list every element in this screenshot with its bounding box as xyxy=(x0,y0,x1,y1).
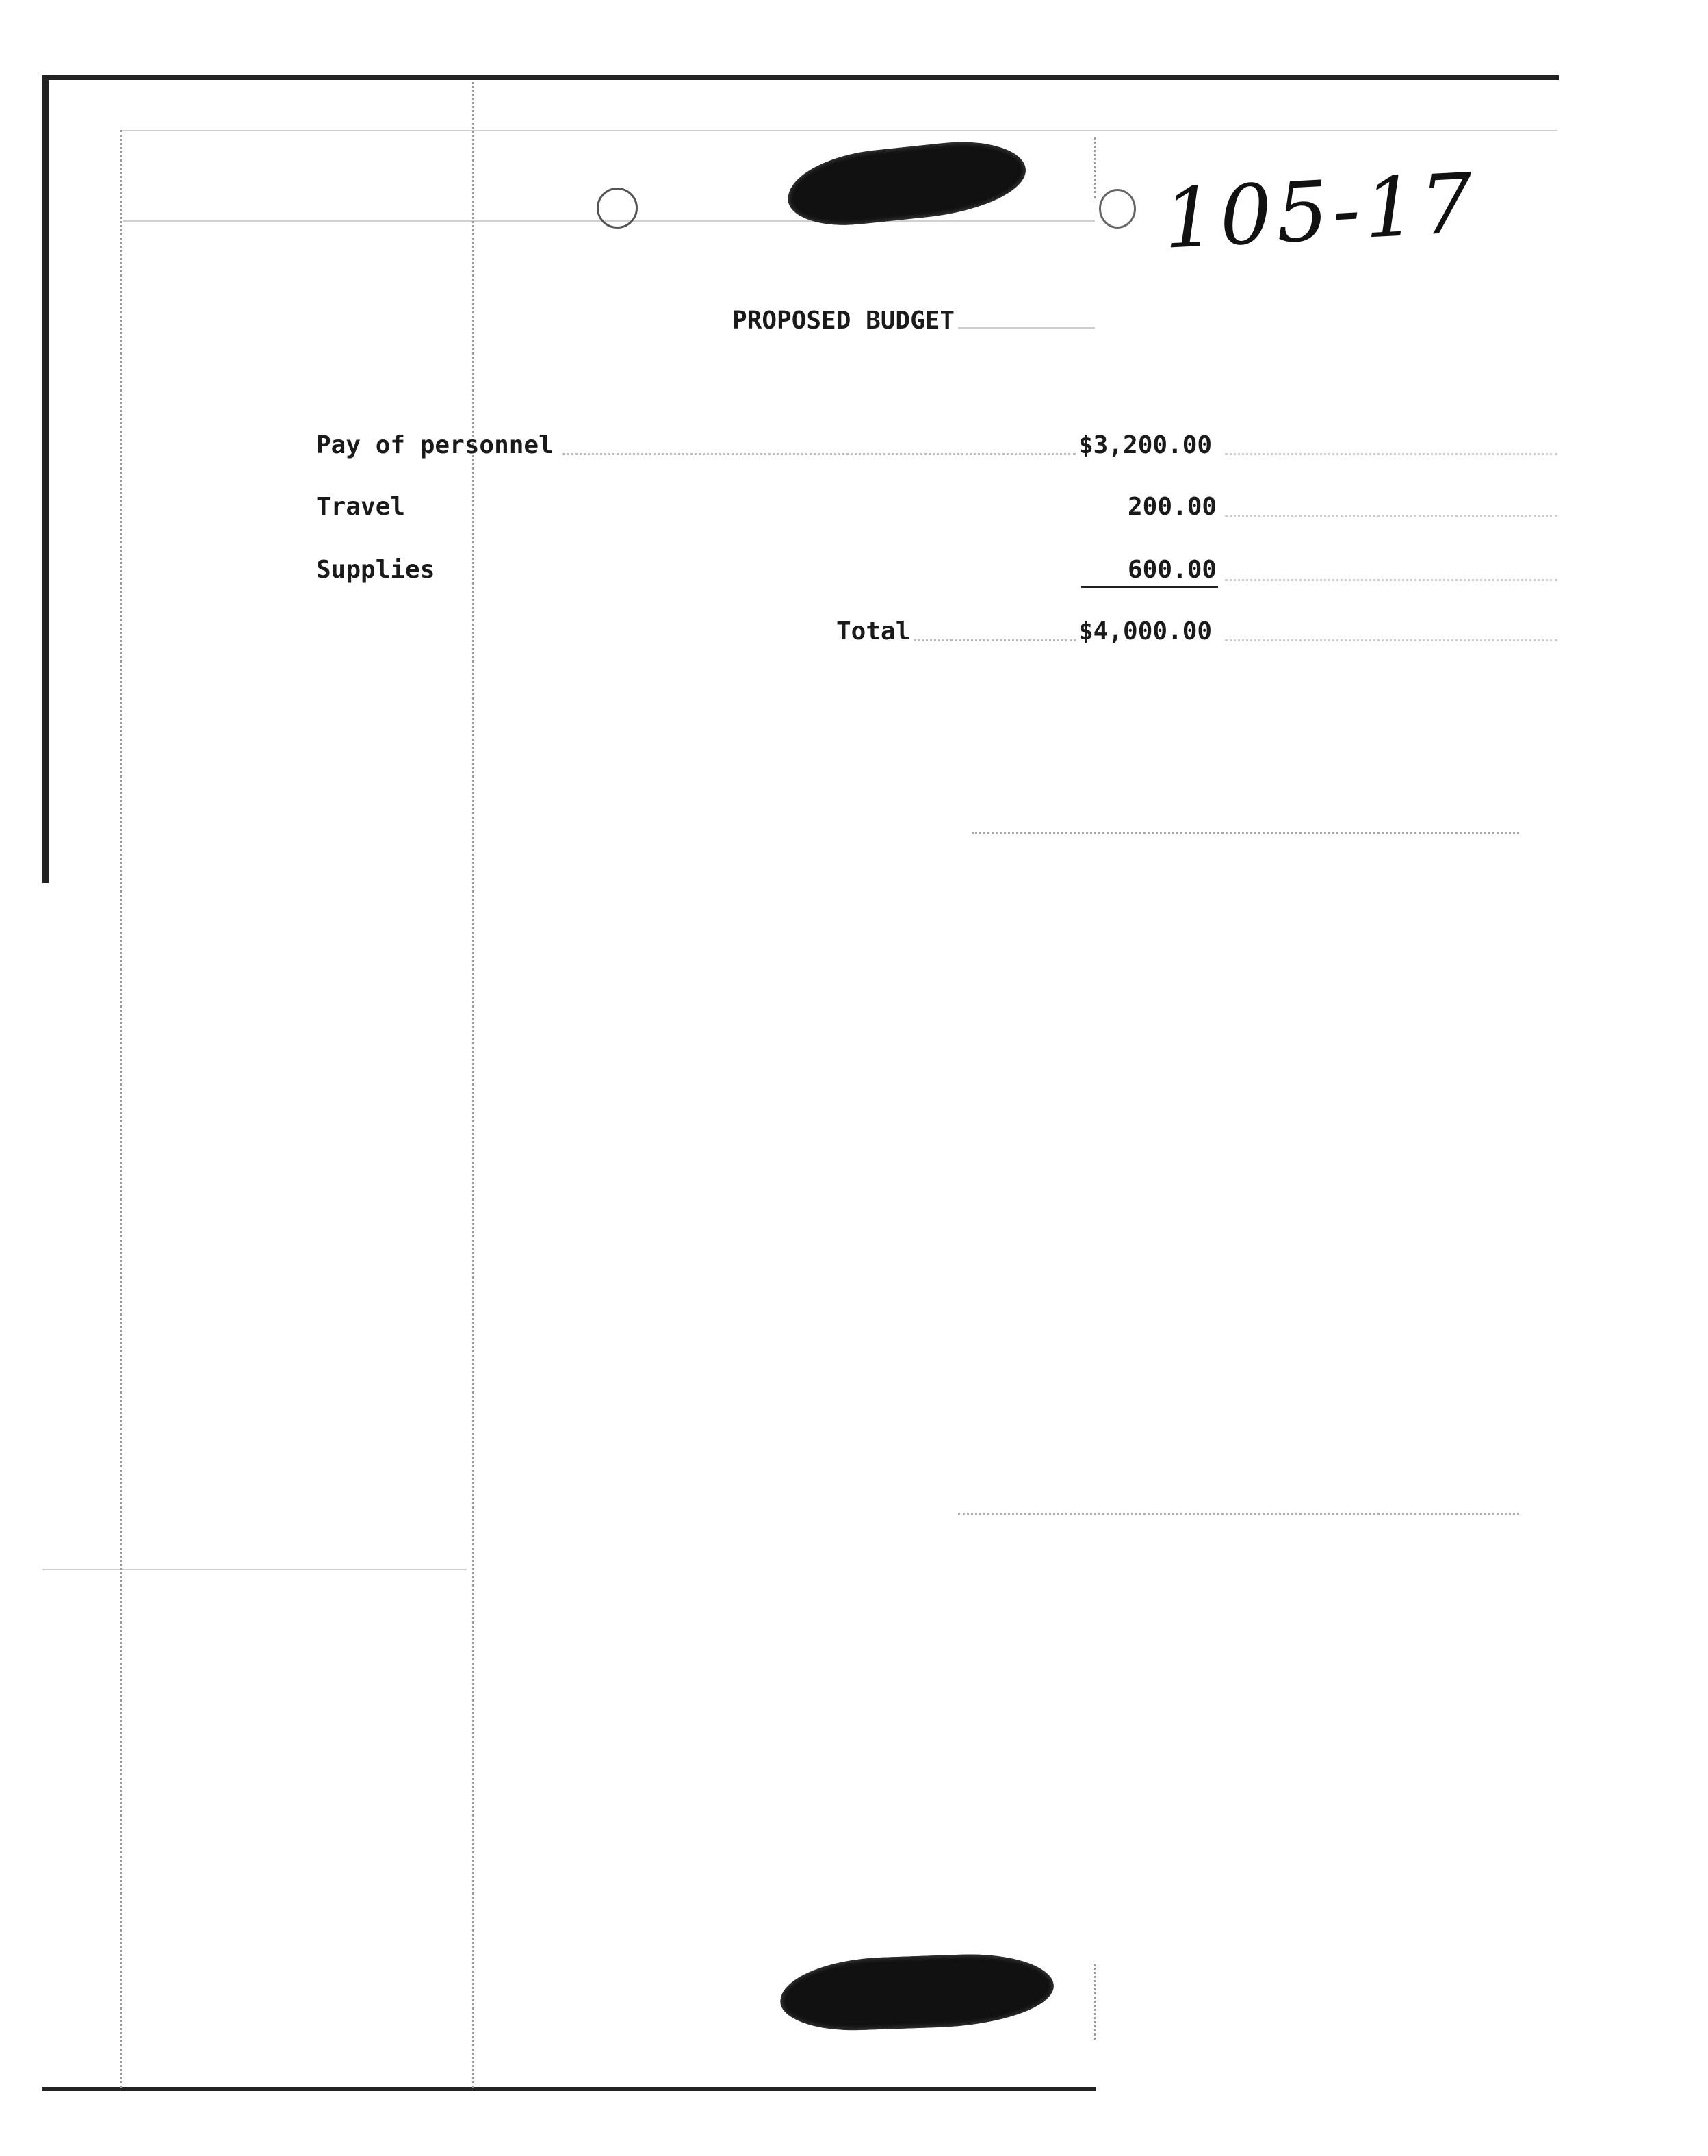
line-item-amount-supplies: 600.00 xyxy=(1128,556,1217,584)
margin-dotted-line-bottom xyxy=(1094,1964,1096,2040)
bottom-border-rule xyxy=(42,2087,1096,2091)
redaction-footer xyxy=(779,1951,1054,2033)
punch-hole-right xyxy=(1099,189,1136,229)
line-item-label-travel: Travel xyxy=(316,493,406,521)
leader-dots-total xyxy=(914,639,1076,641)
line-item-amount-personnel: $3,200.00 xyxy=(1078,431,1213,459)
right-leader-trace-2 xyxy=(1225,515,1557,517)
leader-dots-personnel xyxy=(562,453,1076,455)
margin-dotted-line-right xyxy=(1094,137,1096,198)
left-border-rule xyxy=(42,75,49,883)
line-item-label-supplies: Supplies xyxy=(316,556,435,584)
page-title: PROPOSED BUDGET xyxy=(732,307,955,335)
punch-hole-left xyxy=(597,188,638,229)
subtotal-underline xyxy=(1081,586,1218,588)
mid-dotted-trace xyxy=(972,832,1519,834)
right-leader-trace-3 xyxy=(1225,579,1557,581)
line-item-label-personnel: Pay of personnel xyxy=(316,431,554,459)
right-leader-trace-4 xyxy=(1225,639,1557,641)
margin-dotted-line-left xyxy=(120,130,122,2088)
title-rule xyxy=(958,327,1095,329)
right-leader-trace-1 xyxy=(1225,453,1557,455)
header-rule xyxy=(123,130,1557,131)
top-border-rule xyxy=(42,75,1559,80)
total-label: Total xyxy=(836,617,911,645)
line-item-amount-travel: 200.00 xyxy=(1128,493,1217,521)
margin-dotted-line-center xyxy=(472,82,474,2088)
midpage-rule xyxy=(42,1569,467,1570)
total-amount: $4,000.00 xyxy=(1078,617,1213,645)
handwritten-file-number: 105-17 xyxy=(1161,156,1479,268)
midpage-dotted-rule xyxy=(958,1513,1519,1515)
redaction-header xyxy=(784,135,1029,231)
